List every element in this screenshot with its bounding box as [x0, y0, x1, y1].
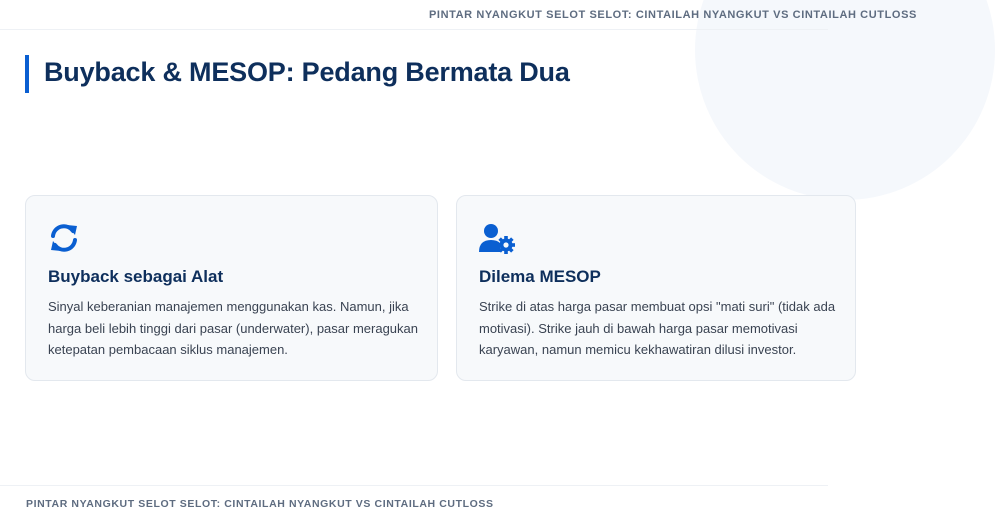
- card-body: Strike di atas harga pasar membuat opsi "mati suri" (tidak ada motivasi). Strike jauh di bawah harga pasar memotivasi karyawan, namun memicu kekhawatiran dilusi investor.: [479, 299, 836, 357]
- card-buyback: [25, 195, 438, 381]
- card-body: Sinyal keberanian manajemen menggunakan kas. Namun, jika harga beli lebih tinggi dari pasar (underwater), pasar meragukan ketepatan pembacaan siklus manajemen.: [48, 299, 418, 357]
- user-gear-icon: [479, 222, 511, 254]
- refresh-icon: [48, 222, 80, 254]
- card-title: Buyback sebagai Alat: [48, 267, 224, 286]
- header-text: PINTAR NYANGKUT SELOT SELOT: CINTAILAH NYANGKUT VS CINTAILAH CUTLOSS: [429, 9, 917, 21]
- card-title: Dilema MESOP: [479, 267, 601, 286]
- background-decoration: [695, 0, 995, 200]
- page-title: Buyback & MESOP: Pedang Bermata Dua: [44, 57, 570, 87]
- footer-text: PINTAR NYANGKUT SELOT SELOT: CINTAILAH NYANGKUT VS CINTAILAH CUTLOSS: [26, 498, 494, 510]
- footer-divider: [0, 485, 828, 486]
- top-header: [0, 0, 917, 30]
- card-mesop: [456, 195, 856, 381]
- title-accent-bar: [25, 55, 29, 93]
